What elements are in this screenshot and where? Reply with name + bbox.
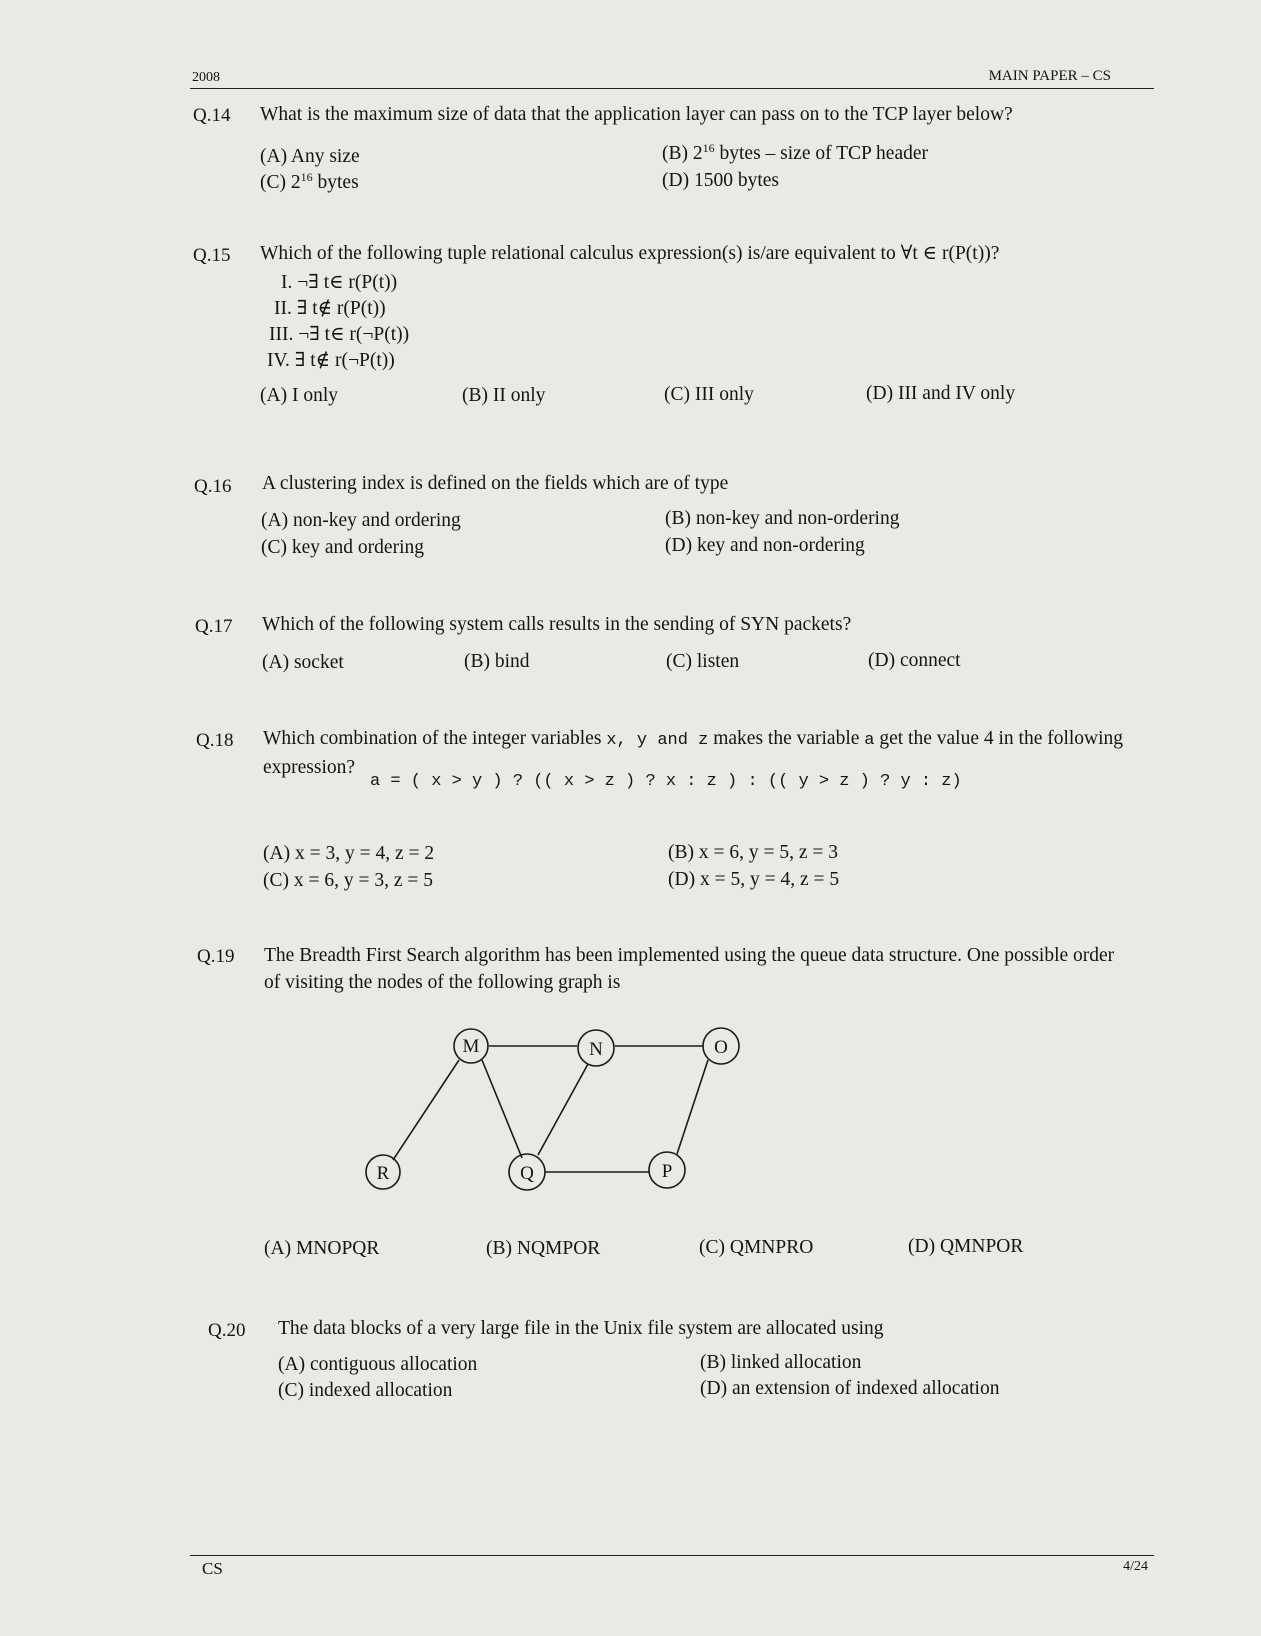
footer-code: CS — [202, 1559, 223, 1578]
header-year: 2008 — [192, 70, 220, 85]
q19-option-b: (B) NQMPOR — [486, 1238, 601, 1259]
q16-text: A clustering index is defined on the fields which are of type — [262, 473, 729, 494]
node-n — [578, 1030, 614, 1066]
q16-option-d: (D) key and non-ordering — [665, 535, 865, 556]
q15-option-c: (C) III only — [664, 384, 754, 405]
footer-rule — [190, 1555, 1154, 1556]
node-m-label: M — [462, 1036, 480, 1057]
edge-m-r — [393, 1060, 459, 1160]
q18-expression: a = ( x > y ) ? (( x > z ) ? x : z ) : (( y > z ) ? y : z) — [370, 772, 962, 791]
node-p — [649, 1152, 685, 1188]
q20-text: The data blocks of a very large file in the Unix file system are allocated using — [278, 1318, 884, 1339]
q14-option-a: (A) Any size — [260, 146, 360, 167]
q19-option-c: (C) QMNPRO — [699, 1237, 814, 1258]
q15-item-3: III. ¬∃ t∈ r(¬P(t)) — [269, 324, 410, 345]
q14-number: Q.14 — [193, 105, 231, 126]
q15-item-2: II. ∃ t∉ r(P(t)) — [274, 298, 386, 319]
edge-o-p — [677, 1060, 708, 1154]
q18-option-b: (B) x = 6, y = 5, z = 3 — [668, 842, 839, 863]
node-r-label: R — [376, 1163, 390, 1184]
q15-text: Which of the following tuple relational calculus expression(s) is/are equivalent to ∀t ∈ r(P(t))? — [260, 243, 1000, 264]
q16-number: Q.16 — [194, 476, 232, 497]
q18-option-c: (C) x = 6, y = 3, z = 5 — [263, 870, 434, 891]
q20-option-d: (D) an extension of indexed allocation — [700, 1378, 1000, 1399]
header-paper: MAIN PAPER – CS — [988, 68, 1111, 84]
footer-page-number: 4/24 — [1123, 1559, 1148, 1574]
q19-number: Q.19 — [197, 946, 235, 967]
q18-option-a: (A) x = 3, y = 4, z = 2 — [263, 843, 435, 864]
q15-option-d: (D) III and IV only — [866, 383, 1016, 404]
q15-option-a: (A) I only — [260, 385, 338, 406]
q16-option-c: (C) key and ordering — [261, 537, 424, 558]
q18-option-d: (D) x = 5, y = 4, z = 5 — [668, 869, 840, 890]
edge-n-q — [538, 1064, 588, 1155]
q17-option-a: (A) socket — [262, 652, 344, 673]
node-m — [454, 1029, 488, 1063]
node-r — [366, 1155, 400, 1189]
q14-option-b: (B) $2^{16}$ bytes – size of TCP header — [662, 141, 928, 164]
q15-number: Q.15 — [193, 245, 231, 266]
q19-option-a: (A) MNOPQR — [264, 1238, 380, 1259]
q15-item-4: IV. ∃ t∉ r(¬P(t)) — [267, 350, 395, 371]
q18-number: Q.18 — [196, 730, 234, 751]
node-q-label: Q — [520, 1163, 534, 1184]
q15-item-1: I. ¬∃ t∈ r(P(t)) — [281, 272, 398, 293]
q20-option-b: (B) linked allocation — [700, 1352, 862, 1373]
q16-option-a: (A) non-key and ordering — [261, 510, 461, 531]
q14-text: What is the maximum size of data that the application layer can pass on to the TCP layer below? — [260, 104, 1013, 125]
q18-text: Which combination of the integer variables x, y and z makes the variable a get the value 4 in the following expression? — [263, 728, 1124, 778]
q14-option-c: (C) $2^{16}$ bytes — [260, 170, 359, 193]
q16-option-b: (B) non-key and non-ordering — [665, 508, 900, 529]
q17-option-b: (B) bind — [464, 651, 530, 672]
node-q — [509, 1154, 545, 1190]
node-n-label: N — [589, 1039, 603, 1060]
node-p-label: P — [661, 1161, 673, 1182]
q19-option-d: (D) QMNPOR — [908, 1236, 1024, 1257]
q20-option-c: (C) indexed allocation — [278, 1380, 453, 1401]
q14-option-d: (D) 1500 bytes — [662, 170, 779, 191]
q17-option-d: (D) connect — [868, 650, 961, 671]
q20-option-a: (A) contiguous allocation — [278, 1354, 478, 1375]
q15-option-b: (B) II only — [462, 385, 546, 406]
q17-number: Q.17 — [195, 616, 233, 637]
node-o — [703, 1028, 739, 1064]
edge-m-q — [482, 1060, 522, 1158]
q19-text: The Breadth First Search algorithm has been implemented using the queue data structure. One possible order of visiting the nodes of the following graph is — [264, 945, 1115, 993]
q17-text: Which of the following system calls results in the sending of SYN packets? — [262, 614, 852, 635]
node-o-label: O — [714, 1037, 728, 1058]
q17-option-c: (C) listen — [666, 651, 740, 672]
q20-number: Q.20 — [208, 1320, 246, 1341]
